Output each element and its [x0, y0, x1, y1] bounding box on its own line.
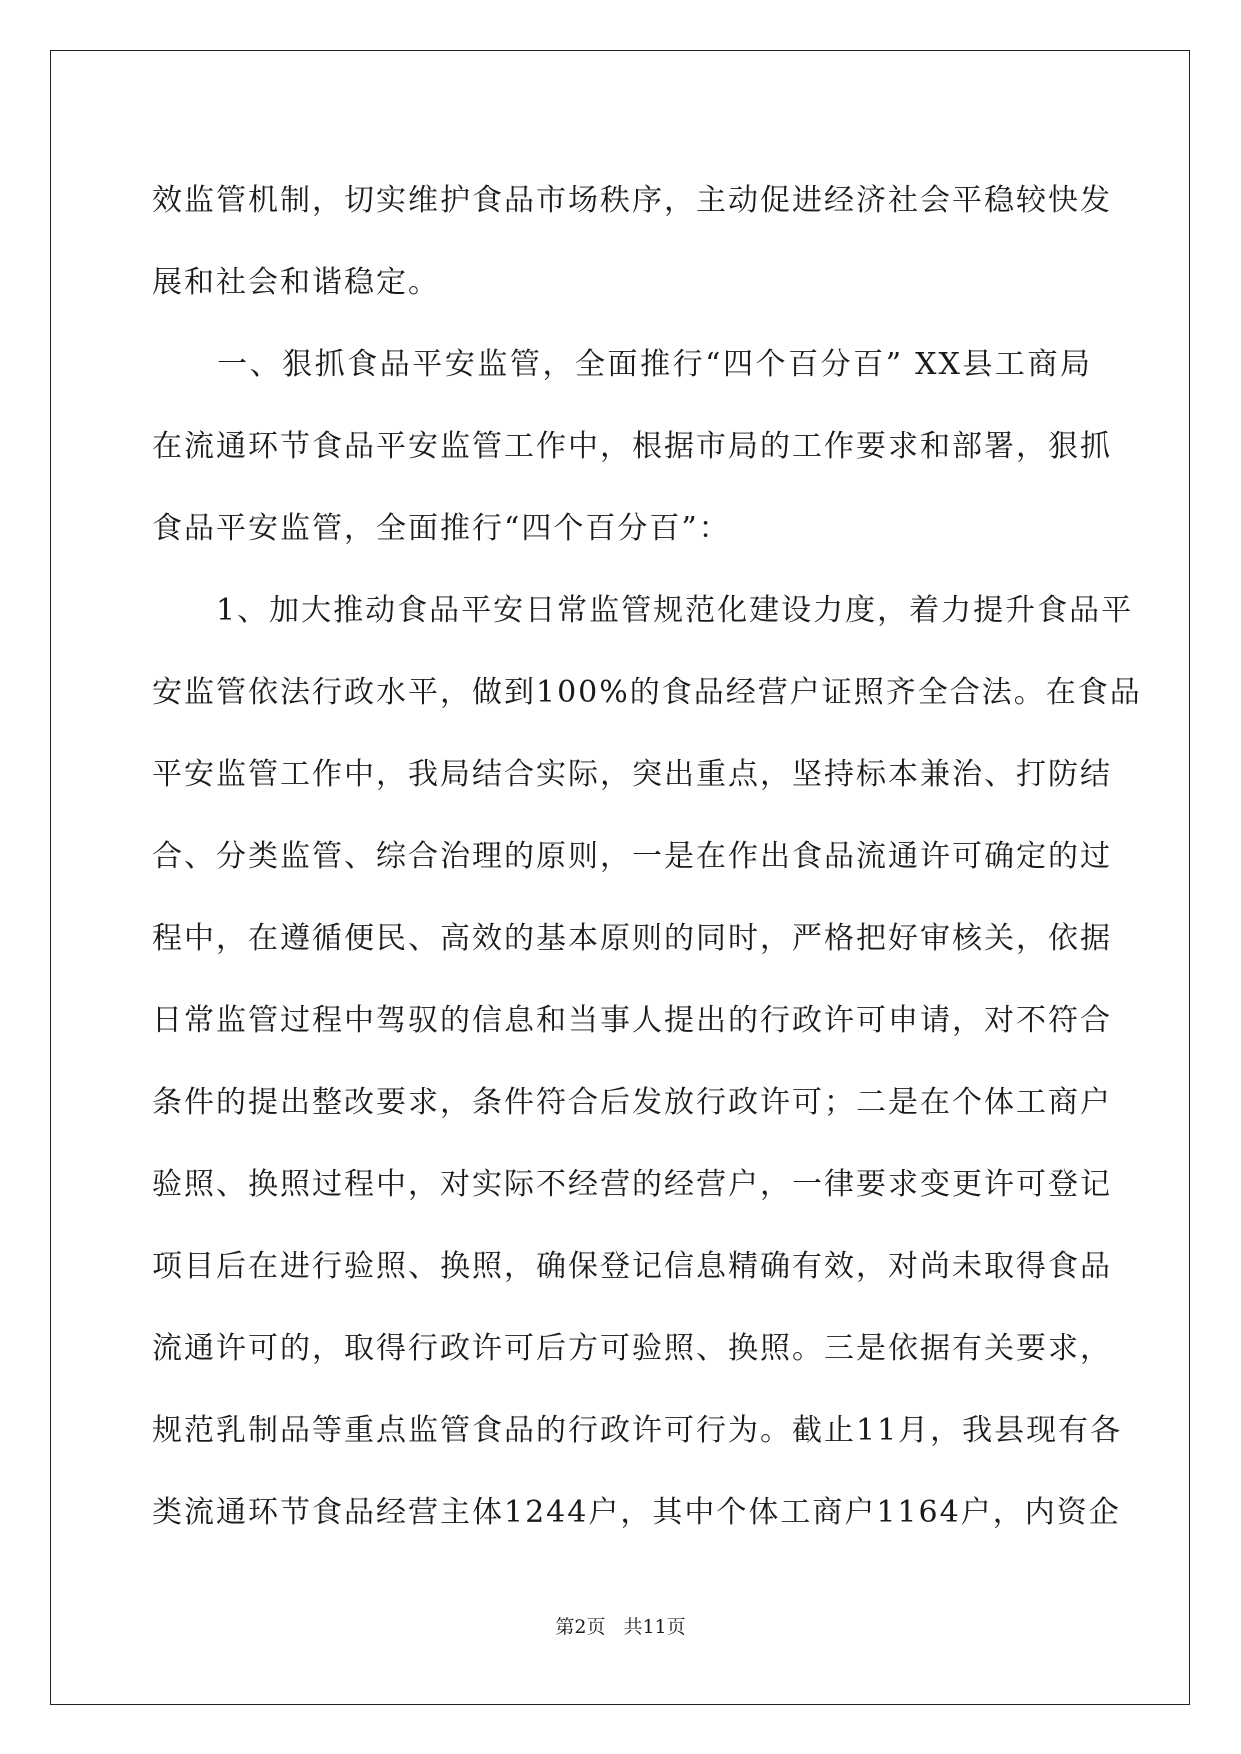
text-line-13: 验照、换照过程中，对实际不经营的经营户，一律要求变更许可登记	[152, 1167, 1112, 1202]
text-line-3: 一、狠抓食品平安监管，全面推行“四个百分百” XX县工商局	[152, 347, 1092, 382]
text-line-4: 在流通环节食品平安监管工作中，根据市局的工作要求和部署，狠抓	[152, 429, 1112, 464]
page-footer	[0, 1612, 1241, 1639]
text-line-9: 合、分类监管、综合治理的原则，一是在作出食品流通许可确定的过	[152, 839, 1112, 874]
page-total: 共11页	[623, 1616, 686, 1638]
text-line-1: 效监管机制，切实维护食品市场秩序，主动促进经济社会平稳较快发	[152, 183, 1112, 218]
text-line-5: 食品平安监管，全面推行“四个百分百”：	[152, 511, 731, 546]
text-line-17: 类流通环节食品经营主体1244户，其中个体工商户1164户，内资企	[152, 1495, 1121, 1530]
text-line-16: 规范乳制品等重点监管食品的行政许可行为。截止11月，我县现有各	[152, 1413, 1123, 1448]
text-line-14: 项目后在进行验照、换照，确保登记信息精确有效，对尚未取得食品	[152, 1249, 1112, 1284]
text-line-2: 展和社会和谐稳定。	[152, 265, 440, 300]
text-line-8: 平安监管工作中，我局结合实际，突出重点，坚持标本兼治、打防结	[152, 757, 1112, 792]
text-line-6: 1、加大推动食品平安日常监管规范化建设力度，着力提升食品平	[152, 593, 1134, 628]
text-line-11: 日常监管过程中驾驭的信息和当事人提出的行政许可申请，对不符合	[152, 1003, 1112, 1038]
page-number: 第2页	[555, 1616, 606, 1638]
text-line-15: 流通许可的，取得行政许可后方可验照、换照。三是依据有关要求，	[152, 1331, 1112, 1366]
text-line-12: 条件的提出整改要求，条件符合后发放行政许可；二是在个体工商户	[152, 1085, 1112, 1120]
text-line-10: 程中，在遵循便民、高效的基本原则的同时，严格把好审核关，依据	[152, 921, 1112, 956]
text-line-7: 安监管依法行政水平，做到100%的食品经营户证照齐全合法。在食品	[152, 675, 1142, 710]
document-body	[152, 160, 1142, 1554]
